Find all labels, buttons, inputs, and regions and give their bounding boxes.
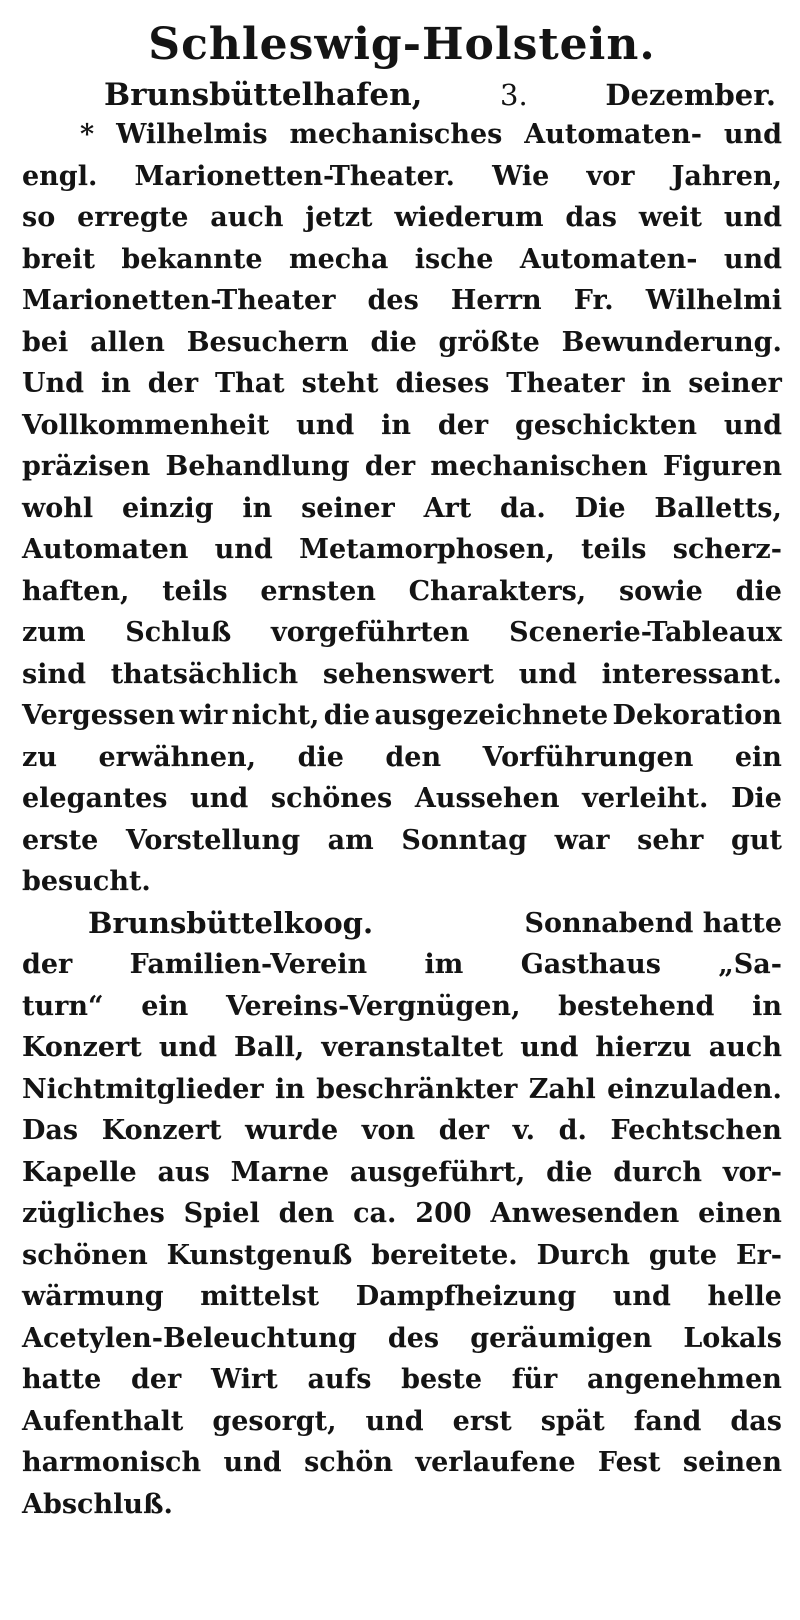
article2-text-line: zügliches Spiel den ca. 200 Anwesenden einen [22, 1198, 782, 1229]
article1-text-line: zu erwähnen, die den Vorführungen ein [22, 741, 782, 773]
article1-text-line: bei allen Besuchern die größte Bewunderung. [22, 326, 782, 358]
article1-text-line: Marionetten-Theater des Herrn Fr. Wilhelmi [22, 285, 782, 316]
article1-text-line: Automaten und Metamorphosen, teils scherz- [22, 534, 782, 565]
article2-text-line: harmonisch und schön verlaufene Fest seinen [22, 1447, 782, 1478]
article1-text-line: Und in der That steht dieses Theater in seiner [22, 368, 782, 399]
article1-text-line: präzisen Behandlung der mechanischen Figuren [22, 451, 782, 482]
article1-text-line: so erregte auch jetzt wiederum das weit und [22, 202, 782, 233]
article1-text-line: * Wilhelmis mechanisches Automaten- und [80, 119, 782, 150]
article1-date-month: Dezember. [605, 78, 776, 112]
article1-text-line: wohl einzig in seiner Art da. Die Balletts, [22, 492, 782, 524]
headline: Schleswig-Holstein. [148, 19, 656, 70]
article2-text-line: Abschluß. [22, 1488, 173, 1520]
newspaper-column [22, 0, 782, 1620]
article1-dateline [22, 76, 782, 114]
article2-text-line: schönen Kunstgenuß bereitete. Durch gute Er- [22, 1239, 782, 1271]
article1-body [22, 114, 782, 903]
article1-text-line: erste Vorstellung am Sonntag war sehr gut [22, 824, 782, 856]
article1-date-day: 3. [500, 78, 528, 112]
article2-text-line: Nichtmitglieder in beschränkter Zahl einzuladen. [22, 1073, 782, 1105]
article2-text-line: Kapelle aus Marne ausgeführt, die durch vor- [22, 1156, 782, 1188]
article2-place: Brunsbüttelkoog. [88, 905, 374, 940]
article2-text-line: Aufenthalt gesorgt, und erst spät fand das [22, 1405, 782, 1437]
article2-text-line: hatte der Wirt aufs beste für angenehmen [22, 1364, 782, 1395]
article1-text-line: zum Schluß vorgeführten Scenerie-Tableaux [22, 617, 782, 648]
article2-first-line [22, 903, 782, 945]
article1-text-line: Vollkommenheit und in der geschickten und [22, 409, 782, 441]
article1-text-line: elegantes und schönes Aussehen verleiht. Die [22, 783, 782, 814]
article2-text-line: der Familien-Verein im Gasthaus „Sa- [22, 949, 782, 980]
article2-text-line: wärmung mittelst Dampfheizung und helle [22, 1281, 782, 1312]
article2-text-line: Das Konzert wurde von der v. d. Fechtschen [22, 1115, 782, 1146]
article1-text-line: sind thatsächlich sehenswert und interessant. [22, 658, 782, 690]
article1-text-line: besucht. [22, 866, 151, 897]
article2-text-line: turn“ ein Vereins-Vergnügen, bestehend in [22, 990, 782, 1022]
article1-text-line: breit bekannte mecha ische Automaten- und [22, 243, 782, 275]
article1-text-line: engl. Marionetten-Theater. Wie vor Jahren, [22, 160, 782, 192]
article2-text-line: Konzert und Ball, veranstaltet und hierzu auch [22, 1032, 782, 1063]
article1-text-line: Vergessen wir nicht, die ausgezeichnete Dekoration [22, 700, 782, 731]
article2-body [22, 944, 782, 1525]
article1-place: Brunsbüttelhafen, [104, 77, 423, 113]
article1-text-line: haften, teils ernsten Charakters, sowie die [22, 575, 782, 607]
article2-first-line-rest: Sonnabend hatte [524, 907, 782, 939]
article2-text-line: Acetylen-Beleuchtung des geräumigen Lokals [22, 1322, 782, 1354]
